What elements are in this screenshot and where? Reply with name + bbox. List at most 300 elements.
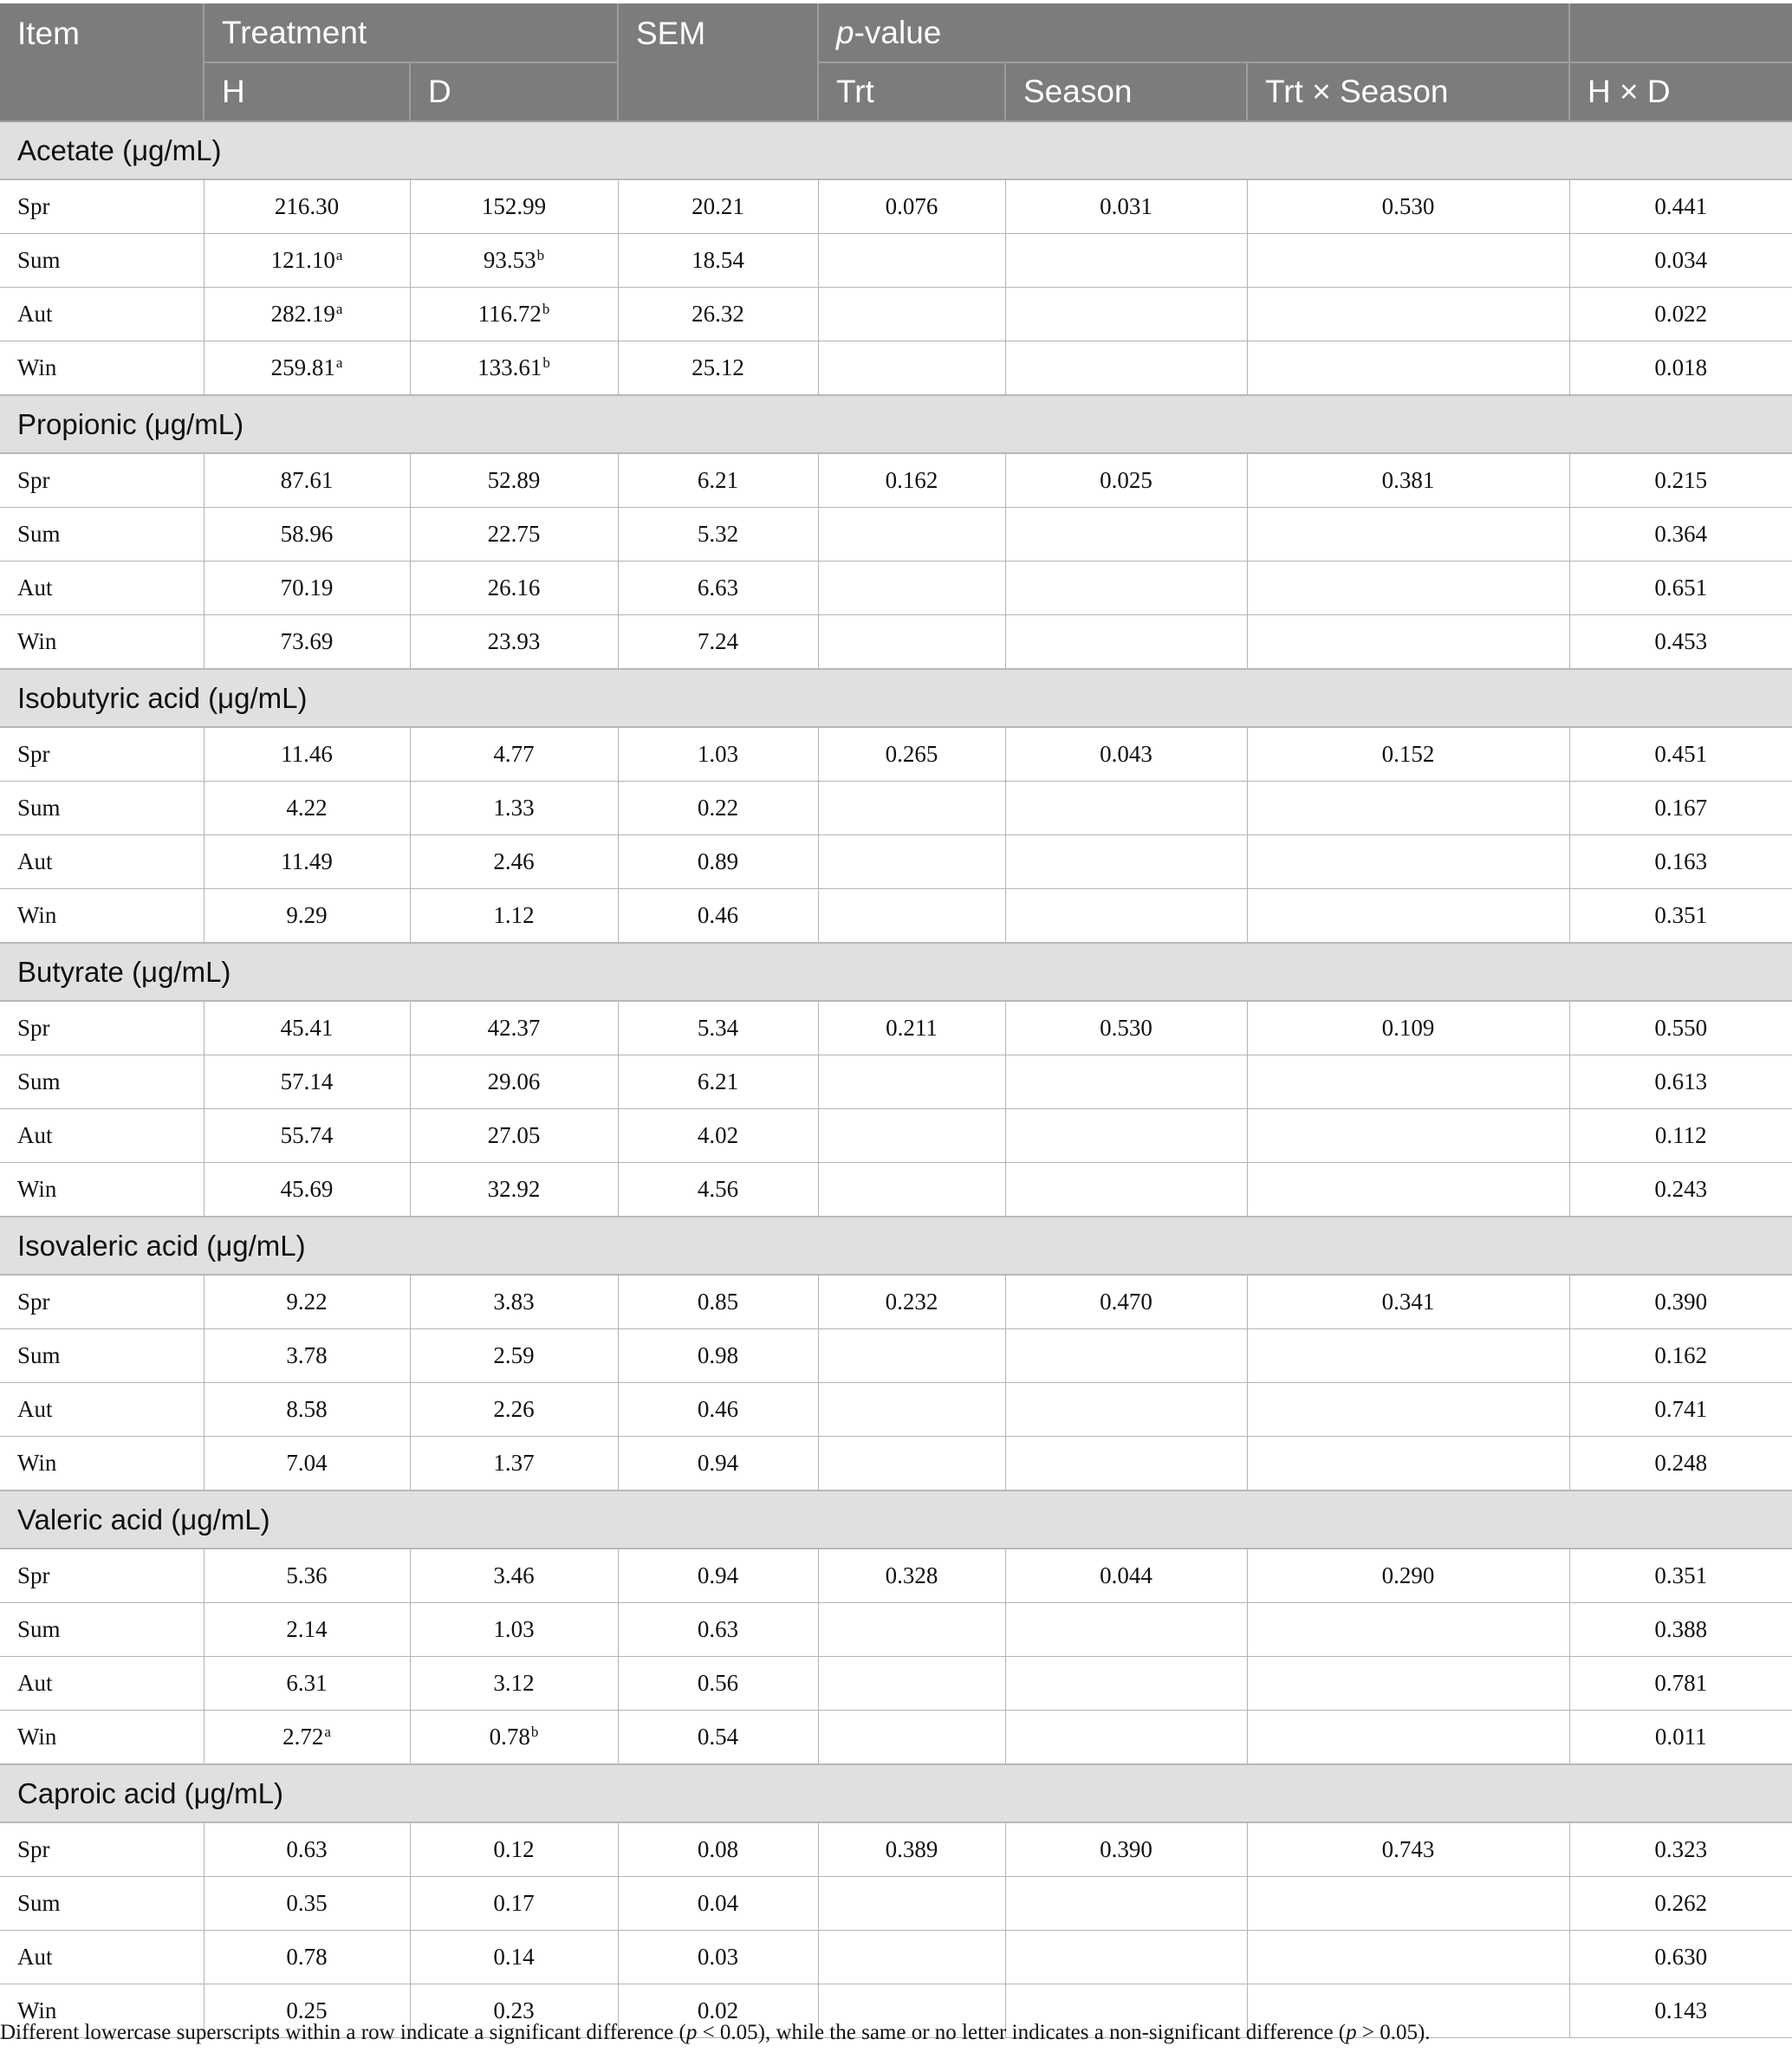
h-x-d-pvalue-cell	[1569, 1549, 1792, 1603]
trt-x-season-pvalue-cell	[1247, 1383, 1569, 1437]
season-cell	[0, 889, 204, 944]
results-table	[0, 3, 1792, 2038]
table-row	[0, 727, 1792, 782]
season-cell	[0, 341, 204, 396]
trt-pvalue-cell	[818, 1549, 1005, 1603]
significance-superscript: a	[335, 247, 343, 263]
d-value-text: 133.61	[477, 354, 542, 380]
h-value-cell	[204, 341, 410, 396]
h-x-d-pvalue-cell	[1569, 615, 1792, 670]
d-value-cell	[410, 1711, 618, 1765]
header-h: H	[204, 62, 410, 121]
h-value-text: 4.22	[286, 795, 328, 821]
table-row	[0, 1603, 1792, 1657]
table-row	[0, 1275, 1792, 1329]
season-text: Win	[17, 902, 57, 928]
d-value-cell	[410, 1931, 618, 1984]
h-value-cell	[204, 234, 410, 288]
season-pvalue-cell	[1005, 1437, 1247, 1491]
table-row	[0, 835, 1792, 889]
table-row	[0, 1931, 1792, 1984]
sem-cell	[618, 1163, 818, 1218]
season-cell	[0, 179, 204, 234]
h-value-text: 259.81	[270, 354, 335, 380]
season-pvalue-text: 0.044	[1100, 1562, 1152, 1588]
h-x-d-pvalue-cell	[1569, 782, 1792, 835]
significance-superscript: b	[530, 1724, 539, 1740]
sem-text: 0.03	[697, 1944, 739, 1970]
trt-x-season-pvalue-cell	[1247, 341, 1569, 396]
d-value-cell	[410, 453, 618, 508]
trt-pvalue-cell	[818, 562, 1005, 615]
season-cell	[0, 1383, 204, 1437]
h-value-cell	[204, 782, 410, 835]
season-cell	[0, 1711, 204, 1765]
d-value-cell	[410, 889, 618, 944]
h-x-d-pvalue-text: 0.215	[1654, 467, 1708, 493]
season-pvalue-cell	[1005, 1055, 1247, 1109]
h-value-text: 216.30	[274, 193, 340, 219]
header-pvalue-italic: p	[836, 14, 854, 50]
table-row	[0, 1001, 1792, 1055]
trt-x-season-pvalue-text: 0.381	[1381, 467, 1435, 493]
d-value-cell	[410, 508, 618, 562]
season-pvalue-cell	[1005, 1822, 1247, 1877]
group-title: Propionic (μg/mL)	[0, 395, 1792, 453]
trt-pvalue-cell	[818, 1275, 1005, 1329]
season-cell	[0, 1437, 204, 1491]
season-text: Sum	[17, 1616, 61, 1642]
season-text: Win	[17, 1724, 57, 1750]
trt-x-season-pvalue-text: 0.341	[1381, 1289, 1435, 1315]
d-value-text: 3.12	[493, 1670, 535, 1696]
h-value-cell	[204, 1329, 410, 1383]
group-header-row	[0, 1217, 1792, 1275]
season-cell	[0, 508, 204, 562]
trt-x-season-pvalue-cell	[1247, 1822, 1569, 1877]
trt-pvalue-cell	[818, 1931, 1005, 1984]
trt-pvalue-text: 0.232	[885, 1289, 938, 1315]
season-text: Aut	[17, 1944, 53, 1970]
table-row	[0, 179, 1792, 234]
h-x-d-pvalue-text: 0.441	[1654, 193, 1708, 219]
season-cell	[0, 562, 204, 615]
season-cell	[0, 782, 204, 835]
h-value-text: 6.31	[286, 1670, 328, 1696]
season-pvalue-text: 0.043	[1100, 741, 1152, 767]
header-trt: Trt	[818, 62, 1005, 121]
d-value-text: 3.46	[493, 1562, 535, 1588]
season-text: Aut	[17, 575, 53, 601]
h-value-cell	[204, 1109, 410, 1163]
season-pvalue-cell	[1005, 727, 1247, 782]
trt-x-season-pvalue-cell	[1247, 288, 1569, 341]
footnote-p2: p	[1346, 2021, 1357, 2044]
footnote-p1: p	[685, 2021, 698, 2044]
h-value-text: 70.19	[280, 575, 334, 601]
season-pvalue-cell	[1005, 1383, 1247, 1437]
sem-cell	[618, 562, 818, 615]
table-row	[0, 1163, 1792, 1218]
trt-x-season-pvalue-cell	[1247, 1329, 1569, 1383]
h-value-cell	[204, 1275, 410, 1329]
header-treatment: Treatment	[204, 3, 618, 62]
h-value-text: 121.10	[270, 247, 335, 273]
h-x-d-pvalue-text: 0.243	[1654, 1176, 1708, 1202]
table-row	[0, 1657, 1792, 1711]
trt-pvalue-cell	[818, 889, 1005, 944]
h-value-text: 0.63	[286, 1836, 328, 1862]
significance-superscript: b	[536, 247, 545, 263]
header-d: D	[410, 62, 618, 121]
season-text: Aut	[17, 1670, 53, 1696]
h-value-cell	[204, 1877, 410, 1931]
season-pvalue-text: 0.031	[1100, 193, 1152, 219]
season-pvalue-cell	[1005, 1711, 1247, 1765]
table-row	[0, 1437, 1792, 1491]
h-value-cell	[204, 1055, 410, 1109]
h-x-d-pvalue-cell	[1569, 1437, 1792, 1491]
trt-pvalue-cell	[818, 1437, 1005, 1491]
trt-x-season-pvalue-cell	[1247, 1549, 1569, 1603]
h-value-cell	[204, 1549, 410, 1603]
season-text: Sum	[17, 1068, 61, 1094]
group-header-row	[0, 1490, 1792, 1549]
h-value-text: 45.41	[280, 1015, 334, 1041]
sem-cell	[618, 1329, 818, 1383]
h-value-text: 0.25	[286, 1997, 328, 2023]
trt-x-season-pvalue-cell	[1247, 835, 1569, 889]
season-pvalue-cell	[1005, 1877, 1247, 1931]
season-pvalue-cell	[1005, 1109, 1247, 1163]
season-pvalue-cell	[1005, 615, 1247, 670]
season-text: Sum	[17, 1342, 61, 1368]
h-value-cell	[204, 1711, 410, 1765]
season-text: Sum	[17, 795, 61, 821]
d-value-text: 2.59	[493, 1342, 535, 1368]
d-value-text: 23.93	[487, 628, 541, 654]
trt-x-season-pvalue-cell	[1247, 782, 1569, 835]
trt-pvalue-cell	[818, 1822, 1005, 1877]
table-row	[0, 1549, 1792, 1603]
season-pvalue-cell	[1005, 341, 1247, 396]
h-x-d-pvalue-text: 0.630	[1654, 1944, 1708, 1970]
trt-x-season-pvalue-cell	[1247, 1055, 1569, 1109]
d-value-text: 0.14	[493, 1944, 535, 1970]
sem-cell	[618, 615, 818, 670]
h-x-d-pvalue-cell	[1569, 1163, 1792, 1218]
trt-x-season-pvalue-cell	[1247, 1711, 1569, 1765]
significance-superscript: b	[542, 301, 550, 317]
trt-x-season-pvalue-cell	[1247, 1657, 1569, 1711]
header-h-x-d: H × D	[1569, 62, 1792, 121]
season-pvalue-cell	[1005, 1657, 1247, 1711]
trt-pvalue-text: 0.389	[885, 1836, 938, 1862]
h-value-text: 8.58	[286, 1396, 328, 1422]
trt-pvalue-cell	[818, 288, 1005, 341]
trt-x-season-pvalue-cell	[1247, 453, 1569, 508]
sem-cell	[618, 835, 818, 889]
h-x-d-pvalue-text: 0.351	[1654, 1562, 1708, 1588]
trt-pvalue-cell	[818, 1383, 1005, 1437]
trt-x-season-pvalue-cell	[1247, 508, 1569, 562]
h-value-text: 55.74	[280, 1122, 334, 1148]
d-value-cell	[410, 1163, 618, 1218]
table-row	[0, 234, 1792, 288]
h-x-d-pvalue-cell	[1569, 1275, 1792, 1329]
h-x-d-pvalue-text: 0.451	[1654, 741, 1708, 767]
h-value-cell	[204, 1001, 410, 1055]
h-x-d-pvalue-cell	[1569, 234, 1792, 288]
h-x-d-pvalue-text: 0.018	[1654, 354, 1708, 380]
d-value-text: 26.16	[487, 575, 541, 601]
d-value-cell	[410, 179, 618, 234]
h-x-d-pvalue-text: 0.022	[1654, 301, 1708, 327]
sem-text: 0.98	[697, 1342, 739, 1368]
sem-cell	[618, 889, 818, 944]
table-body	[0, 121, 1792, 2038]
season-pvalue-cell	[1005, 782, 1247, 835]
d-value-cell	[410, 1877, 618, 1931]
sem-cell	[618, 727, 818, 782]
h-value-text: 58.96	[280, 521, 334, 547]
trt-pvalue-cell	[818, 1055, 1005, 1109]
season-cell	[0, 1931, 204, 1984]
h-value-text: 2.72	[282, 1724, 324, 1750]
sem-cell	[618, 234, 818, 288]
h-x-d-pvalue-cell	[1569, 1001, 1792, 1055]
group-title: Caproic acid (μg/mL)	[0, 1764, 1792, 1822]
trt-pvalue-cell	[818, 1603, 1005, 1657]
season-cell	[0, 1822, 204, 1877]
season-cell	[0, 1275, 204, 1329]
h-x-d-pvalue-text: 0.248	[1654, 1450, 1708, 1476]
h-value-cell	[204, 179, 410, 234]
d-value-cell	[410, 562, 618, 615]
table-row	[0, 1383, 1792, 1437]
trt-x-season-pvalue-cell	[1247, 1163, 1569, 1218]
h-x-d-pvalue-text: 0.262	[1654, 1890, 1708, 1916]
season-cell	[0, 727, 204, 782]
sem-cell	[618, 1437, 818, 1491]
trt-x-season-pvalue-cell	[1247, 179, 1569, 234]
season-pvalue-cell	[1005, 508, 1247, 562]
h-x-d-pvalue-cell	[1569, 341, 1792, 396]
season-pvalue-cell	[1005, 889, 1247, 944]
sem-cell	[618, 1275, 818, 1329]
group-title: Valeric acid (μg/mL)	[0, 1490, 1792, 1549]
season-text: Win	[17, 1997, 57, 2023]
table-row	[0, 1329, 1792, 1383]
header-item: Item	[0, 3, 204, 121]
footnote-part2: < 0.05), while the same or no letter indicates a non-significant difference (	[697, 2021, 1347, 2044]
table-row	[0, 453, 1792, 508]
d-value-text: 4.77	[493, 741, 535, 767]
trt-pvalue-cell	[818, 1001, 1005, 1055]
h-x-d-pvalue-cell	[1569, 1931, 1792, 1984]
sem-cell	[618, 288, 818, 341]
d-value-cell	[410, 288, 618, 341]
sem-text: 1.03	[697, 741, 739, 767]
d-value-text: 2.46	[493, 848, 535, 874]
header-season: Season	[1005, 62, 1247, 121]
sem-text: 0.02	[697, 1997, 739, 2023]
d-value-text: 1.03	[493, 1616, 535, 1642]
header-pvalue	[818, 3, 1569, 62]
season-pvalue-cell	[1005, 1329, 1247, 1383]
season-cell	[0, 1001, 204, 1055]
trt-pvalue-text: 0.328	[885, 1562, 938, 1588]
trt-x-season-pvalue-cell	[1247, 889, 1569, 944]
season-cell	[0, 835, 204, 889]
h-value-cell	[204, 889, 410, 944]
h-x-d-pvalue-text: 0.163	[1654, 848, 1708, 874]
sem-cell	[618, 341, 818, 396]
sem-cell	[618, 1383, 818, 1437]
sem-text: 4.02	[697, 1122, 739, 1148]
d-value-cell	[410, 1109, 618, 1163]
h-value-cell	[204, 835, 410, 889]
season-pvalue-cell	[1005, 1603, 1247, 1657]
sem-text: 0.89	[697, 848, 739, 874]
h-value-text: 73.69	[280, 628, 334, 654]
sem-cell	[618, 1055, 818, 1109]
sem-cell	[618, 1657, 818, 1711]
d-value-text: 0.17	[493, 1890, 535, 1916]
significance-superscript: b	[542, 354, 550, 371]
sem-text: 0.04	[697, 1890, 739, 1916]
season-pvalue-cell	[1005, 562, 1247, 615]
table-row	[0, 288, 1792, 341]
season-pvalue-cell	[1005, 835, 1247, 889]
table-row	[0, 782, 1792, 835]
season-cell	[0, 234, 204, 288]
h-x-d-pvalue-text: 0.167	[1654, 795, 1708, 821]
h-x-d-pvalue-text: 0.112	[1654, 1122, 1707, 1148]
d-value-text: 93.53	[483, 247, 536, 273]
season-cell	[0, 1329, 204, 1383]
h-x-d-pvalue-text: 0.651	[1654, 575, 1708, 601]
h-value-cell	[204, 727, 410, 782]
season-cell	[0, 1109, 204, 1163]
h-x-d-pvalue-cell	[1569, 1657, 1792, 1711]
season-cell	[0, 288, 204, 341]
d-value-text: 29.06	[487, 1068, 541, 1094]
sem-text: 0.46	[697, 902, 739, 928]
table-row	[0, 508, 1792, 562]
h-x-d-pvalue-text: 0.741	[1654, 1396, 1708, 1422]
season-text: Sum	[17, 247, 61, 273]
h-value-cell	[204, 453, 410, 508]
h-x-d-pvalue-cell	[1569, 1055, 1792, 1109]
h-x-d-pvalue-text: 0.323	[1654, 1836, 1708, 1862]
d-value-cell	[410, 341, 618, 396]
season-pvalue-cell	[1005, 179, 1247, 234]
h-x-d-pvalue-cell	[1569, 453, 1792, 508]
h-x-d-pvalue-cell	[1569, 179, 1792, 234]
h-x-d-pvalue-text: 0.143	[1654, 1997, 1708, 2023]
group-header-row	[0, 669, 1792, 727]
d-value-text: 0.23	[493, 1997, 535, 2023]
season-pvalue-cell	[1005, 1275, 1247, 1329]
h-value-cell	[204, 288, 410, 341]
d-value-text: 1.33	[493, 795, 535, 821]
season-text: Spr	[17, 1015, 50, 1041]
significance-superscript: a	[324, 1724, 331, 1740]
h-x-d-pvalue-cell	[1569, 1329, 1792, 1383]
table-row	[0, 1109, 1792, 1163]
sem-text: 6.63	[697, 575, 739, 601]
trt-x-season-pvalue-cell	[1247, 1877, 1569, 1931]
h-value-text: 7.04	[286, 1450, 328, 1476]
d-value-text: 1.37	[493, 1450, 535, 1476]
trt-pvalue-cell	[818, 234, 1005, 288]
season-pvalue-cell	[1005, 453, 1247, 508]
h-value-text: 45.69	[280, 1176, 334, 1202]
d-value-text: 2.26	[493, 1396, 535, 1422]
season-pvalue-cell	[1005, 1931, 1247, 1984]
h-value-cell	[204, 1822, 410, 1877]
season-cell	[0, 453, 204, 508]
d-value-text: 152.99	[481, 193, 547, 219]
trt-pvalue-cell	[818, 341, 1005, 396]
trt-pvalue-cell	[818, 453, 1005, 508]
group-header-row	[0, 943, 1792, 1001]
h-value-cell	[204, 1383, 410, 1437]
header-trt-x-season: Trt × Season	[1247, 62, 1569, 121]
sem-text: 6.21	[697, 1068, 739, 1094]
h-x-d-pvalue-cell	[1569, 1603, 1792, 1657]
sem-cell	[618, 508, 818, 562]
sem-cell	[618, 1877, 818, 1931]
sem-cell	[618, 1109, 818, 1163]
sem-text: 0.85	[697, 1289, 739, 1315]
h-value-cell	[204, 508, 410, 562]
sem-text: 0.46	[697, 1396, 739, 1422]
d-value-text: 0.78	[489, 1724, 530, 1750]
h-x-d-pvalue-cell	[1569, 727, 1792, 782]
sem-cell	[618, 1001, 818, 1055]
h-value-cell	[204, 1931, 410, 1984]
trt-x-season-pvalue-text: 0.290	[1381, 1562, 1435, 1588]
sem-text: 0.08	[697, 1836, 739, 1862]
d-value-cell	[410, 1657, 618, 1711]
group-header-row	[0, 1764, 1792, 1822]
h-x-d-pvalue-cell	[1569, 1383, 1792, 1437]
group-title: Acetate (μg/mL)	[0, 121, 1792, 179]
footnote-part1: Different lowercase superscripts within a row indicate a significant difference (	[0, 2021, 686, 2044]
trt-pvalue-text: 0.265	[885, 741, 938, 767]
sem-cell	[618, 179, 818, 234]
season-text: Aut	[17, 1122, 53, 1148]
group-title: Butyrate (μg/mL)	[0, 943, 1792, 1001]
d-value-cell	[410, 1603, 618, 1657]
trt-x-season-pvalue-cell	[1247, 1109, 1569, 1163]
d-value-text: 27.05	[487, 1122, 541, 1148]
trt-pvalue-cell	[818, 1163, 1005, 1218]
trt-pvalue-cell	[818, 615, 1005, 670]
header-blank	[1569, 3, 1792, 62]
trt-x-season-pvalue-cell	[1247, 1275, 1569, 1329]
season-text: Win	[17, 1176, 57, 1202]
season-text: Win	[17, 628, 57, 654]
h-x-d-pvalue-text: 0.388	[1654, 1616, 1708, 1642]
table-row	[0, 1055, 1792, 1109]
h-value-text: 0.78	[286, 1944, 328, 1970]
season-pvalue-text: 0.390	[1100, 1836, 1152, 1862]
h-value-text: 57.14	[280, 1068, 334, 1094]
d-value-text: 32.92	[487, 1176, 541, 1202]
